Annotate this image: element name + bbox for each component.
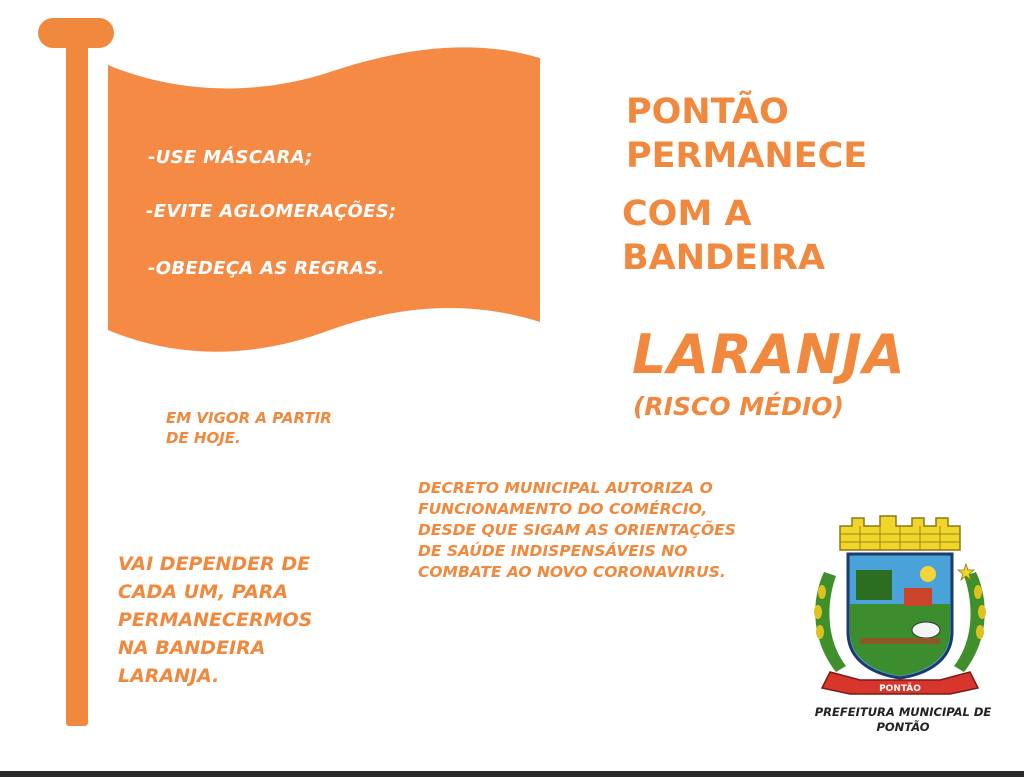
- shield-ground: [860, 638, 940, 644]
- flag-pole: [66, 32, 88, 726]
- shield-sun: [920, 566, 936, 582]
- headline-line: BANDEIRA: [622, 238, 826, 278]
- decree-line: COMBATE AO NOVO CORONAVIRUS.: [418, 563, 726, 581]
- highlight-subtitle: (RISCO MÉDIO): [633, 392, 844, 421]
- bottom-divider: [0, 771, 1024, 777]
- headline-line: COM A: [622, 194, 752, 234]
- prefeitura-line: PONTÃO: [876, 720, 930, 734]
- decree-line: DECRETO MUNICIPAL AUTORIZA O: [418, 479, 713, 497]
- headline-line: PERMANECE: [626, 136, 868, 176]
- decree-line: DE SAÚDE INDISPENSÁVEIS NO: [418, 542, 688, 560]
- coat-of-arms-icon: [800, 512, 1000, 702]
- appeal-paragraph: [118, 550, 312, 690]
- shield-cow: [912, 622, 940, 638]
- appeal-line: CADA UM, PARA: [118, 581, 289, 603]
- appeal-line: VAI DEPENDER DE: [118, 553, 311, 575]
- appeal-line: PERMANECERMOS: [118, 609, 313, 631]
- flag-cloth: [108, 47, 540, 351]
- flag-bullet-mask: -USE MÁSCARA;: [148, 147, 313, 168]
- effective-line: EM VIGOR A PARTIR: [166, 409, 332, 427]
- decree-line: DESDE QUE SIGAM AS ORIENTAÇÕES: [418, 521, 736, 539]
- decree-line: FUNCIONAMENTO DO COMÉRCIO,: [418, 500, 708, 518]
- effective-note: [166, 408, 332, 448]
- prefeitura-caption: [800, 705, 1006, 735]
- flag-bullet-crowds: -EVITE AGLOMERAÇÕES;: [146, 201, 397, 222]
- highlight-title: LARANJA: [632, 323, 906, 386]
- prefeitura-line: PREFEITURA MUNICIPAL DE: [814, 705, 992, 719]
- effective-line: DE HOJE.: [166, 429, 241, 447]
- flag-pole-cap: [38, 18, 114, 48]
- appeal-line: LARANJA.: [118, 665, 220, 687]
- shield-house: [904, 588, 932, 606]
- decree-paragraph: [418, 478, 736, 583]
- flag-bullet-rules: -OBEDEÇA AS REGRAS.: [148, 258, 385, 279]
- shield-tree: [856, 570, 892, 600]
- headline-line: PONTÃO: [626, 92, 789, 132]
- headline: [622, 90, 867, 280]
- appeal-line: NA BANDEIRA: [118, 637, 266, 659]
- crest-ribbon-label: PONTÃO: [879, 684, 921, 694]
